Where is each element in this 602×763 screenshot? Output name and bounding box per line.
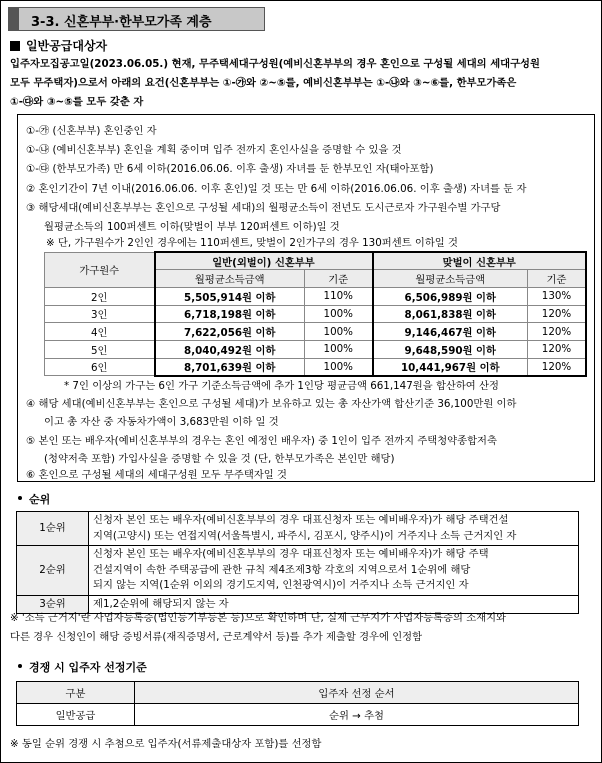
dual-income-cell: 9,648,590원 이하	[373, 340, 528, 358]
rank-desc-line: 신청자 본인 또는 배우자(예비신혼부부의 경우 대표신청자 또는 예비배우자)가 해당 주택	[93, 548, 489, 560]
general-income-cell: 5,505,914원 이하	[155, 287, 305, 305]
dual-income-cell: 8,061,838원 이하	[373, 305, 528, 323]
dual-income-cell: 10,441,967원 이하	[373, 358, 528, 376]
row-order: 순위 → 추첨	[135, 704, 579, 726]
table-row	[45, 340, 587, 358]
competition-heading	[18, 659, 147, 675]
dual-criteria-cell: 120%	[528, 340, 587, 358]
row-type: 일반공급	[17, 704, 135, 726]
intro-paragraph	[10, 55, 595, 112]
section-heading-text: 일반공급대상자	[26, 39, 108, 53]
rank-desc	[89, 512, 579, 546]
col-type: 구분	[17, 682, 135, 704]
req-3a: ③ 해당세대(예비신혼부부는 혼인으로 구성될 세대)의 월평균소득이 전년도 도시근로자 가구원수별 가구당	[26, 202, 501, 214]
general-criteria-cell: 100%	[305, 305, 373, 323]
dual-criteria-cell: 130%	[528, 287, 587, 305]
table-row	[45, 358, 587, 376]
note-line: 다른 경우 신청인이 해당 증빙서류(재직증명서, 근로계약서 등)를 추가 제출할 경우에 인정함	[10, 631, 423, 643]
col-dual: 맞벌이 신혼부부	[373, 252, 587, 270]
rank-desc-line: 지역(고양시) 또는 연접지역(서울특별시, 파주시, 김포시, 양주시)이 거주지나 소득 근거지인 자	[93, 529, 517, 542]
income-basis-note	[10, 609, 595, 647]
dual-criteria-cell: 120%	[528, 305, 587, 323]
rank-desc	[89, 546, 579, 596]
bullet-dot-icon	[18, 664, 22, 668]
table-row	[45, 323, 587, 341]
rank-desc-line: 건설지역이 속한 주택공급에 관한 규칙 제4조제3항 각호의 지역으로서 1순위에 해당	[93, 563, 471, 576]
col-criteria-general: 기준	[305, 270, 373, 288]
members-cell: 3인	[45, 305, 155, 323]
dual-income-cell: 9,146,467원 이하	[373, 323, 528, 341]
general-income-cell: 7,622,056원 이하	[155, 323, 305, 341]
table-row	[17, 704, 579, 726]
note-line: ※ '소득 근거지'란 사업자등록증(법인등기부등본 등)으로 확인하며 단, 실제 근무지가 사업자등록증의 소재지와	[10, 612, 506, 624]
table-row	[17, 682, 579, 704]
section-title-bar	[8, 7, 265, 31]
competition-heading-text: 경쟁 시 입주자 선정기준	[29, 661, 147, 674]
col-income-dual: 월평균소득금액	[373, 270, 528, 288]
general-income-cell: 8,040,492원 이하	[155, 340, 305, 358]
rank-table	[16, 511, 579, 614]
intro-line-3: ①-㉰와 ③~⑤를 모두 갖춘 자	[10, 96, 144, 108]
lottery-note: ※ 동일 순위 경쟁 시 추첨으로 입주자(서류제출대상자 포함)를 선정함	[10, 738, 322, 750]
table-row	[17, 546, 579, 596]
bullet-dot-icon	[18, 496, 22, 500]
dual-criteria-cell: 120%	[528, 323, 587, 341]
req-3-note: ※ 단, 가구원수가 2인인 경우에는 110퍼센트, 맞벌이 2인가구의 경우 130퍼센트 이하일 것	[46, 237, 458, 249]
rank-heading-text: 순위	[29, 493, 51, 506]
col-criteria-dual: 기준	[528, 270, 587, 288]
intro-line-2: 모두 무주택자)으로서 아래의 요건(신혼부부는 ①-㉮와 ②~⑤를, 예비신혼부부는 ①-㉯와 ③~⑥를, 한부모가족은	[10, 77, 517, 89]
req-4a: ④ 해당 세대(예비신혼부부는 혼인으로 구성될 세대)가 보유하고 있는 총 자산가액 합산기준 36,100만원 이하	[26, 398, 517, 410]
table-row	[45, 287, 587, 305]
dual-criteria-cell: 120%	[528, 358, 587, 376]
rank-heading	[18, 491, 50, 507]
general-criteria-cell: 110%	[305, 287, 373, 305]
title-accent	[9, 8, 19, 30]
members-cell: 5인	[45, 340, 155, 358]
req-1b: ①-㉯ (예비신혼부부) 혼인을 계획 중이며 입주 전까지 혼인사실을 증명할 수 있을 것	[26, 144, 402, 156]
col-members: 가구원수	[45, 252, 155, 287]
dual-income-cell: 6,506,989원 이하	[373, 287, 528, 305]
rank-label: 3순위	[17, 595, 89, 614]
req-3b: 월평균소득의 100퍼센트 이하(맞벌이 부부 120퍼센트 이하)일 것	[44, 221, 340, 233]
general-income-cell: 8,701,639원 이하	[155, 358, 305, 376]
section-heading	[10, 37, 107, 54]
table-row	[45, 305, 587, 323]
members-cell: 6인	[45, 358, 155, 376]
rank-desc-line: 신청자 본인 또는 배우자(예비신혼부부의 경우 대표신청자 또는 예비배우자)가 해당 주택건설	[93, 514, 509, 526]
general-criteria-cell: 100%	[305, 358, 373, 376]
income-table	[44, 251, 587, 377]
competition-table	[16, 681, 579, 726]
general-income-cell: 6,718,198원 이하	[155, 305, 305, 323]
members-cell: 2인	[45, 287, 155, 305]
rank-desc: 제1,2순위에 해당되지 않는 자	[89, 595, 579, 614]
col-order: 입주자 선정 순서	[135, 682, 579, 704]
req-4b: 이고 총 자산 중 자동차가액이 3,683만원 이하 일 것	[44, 416, 279, 428]
members-cell: 4인	[45, 323, 155, 341]
req-1a: ①-㉮ (신혼부부) 혼인중인 자	[26, 125, 157, 137]
req-6: ⑥ 혼인으로 구성될 세대의 세대구성원 모두 무주택자일 것	[26, 469, 287, 481]
page-title: 3-3. 신혼부부·한부모가족 계층	[31, 15, 212, 30]
rank-desc-line: 되지 않는 지역(1순위 이외의 경기도지역, 인천광역시)이 거주지나 소득 근거지인 자	[93, 579, 469, 591]
general-criteria-cell: 100%	[305, 323, 373, 341]
col-income-general: 월평균소득금액	[155, 270, 305, 288]
general-criteria-cell: 100%	[305, 340, 373, 358]
col-general: 일반(외벌이) 신혼부부	[155, 252, 373, 270]
table-row	[17, 512, 579, 546]
req-3-footnote: * 7인 이상의 가구는 6인 가구 기준소득금액에 추가 1인당 평균금액 661,147원을 합산하여 산정	[64, 380, 499, 392]
square-bullet-icon	[10, 41, 20, 51]
req-2: ② 혼인기간이 7년 이내(2016.06.06. 이후 혼인)일 것 또는 만 6세 이하(2016.06.06. 이후 출생) 자녀를 둔 자	[26, 183, 527, 195]
rank-label: 1순위	[17, 512, 89, 546]
req-5b: (청약저축 포함) 가입사실을 증명할 수 있을 것 (단, 한부모가족은 본인만 해당)	[44, 453, 395, 465]
rank-label: 2순위	[17, 546, 89, 596]
intro-line-1: 입주자모집공고일(2023.06.05.) 현재, 무주택세대구성원(예비신혼부부의 경우 혼인으로 구성될 세대의 세대구성원	[10, 58, 540, 70]
req-5a: ⑤ 본인 또는 배우자(예비신혼부부의 경우는 혼인 예정인 배우자) 중 1인이 입주 전까지 주택청약종합저축	[26, 435, 497, 447]
req-1c: ①-㉰ (한부모가족) 만 6세 이하(2016.06.06. 이후 출생) 자녀를 둔 한부모인 자(태아포함)	[26, 163, 434, 175]
